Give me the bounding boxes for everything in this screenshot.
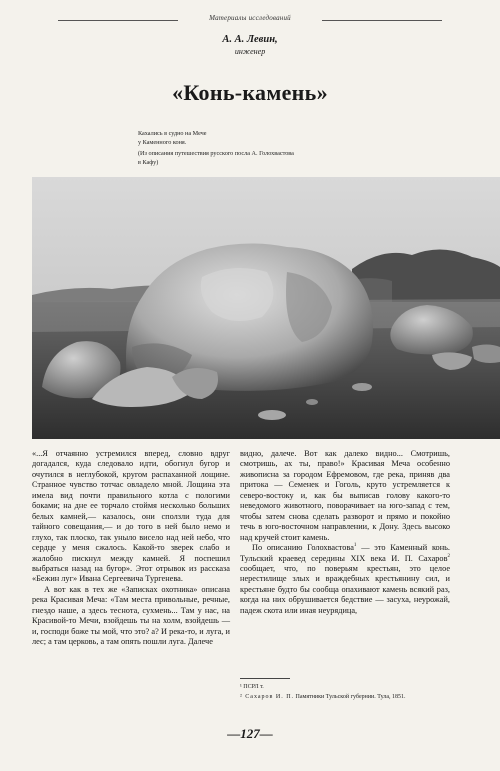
footnote-rule [240,678,290,679]
body-text: сообщает, что, по поверьям крестьян, это целое нерестилище злых и враждебных крестьянину сил, и крестьяне будто бы сообща опахивают камень всякий раз, когда на них обрушивается бедствие — засуха, неурожай, падеж скота или иная неурядица, [240,563,450,615]
footnote-ref-2[interactable]: 2 [447,553,450,559]
author-name: А. А. Левин, [222,34,278,45]
epigraph-line: у Каменного коня. [138,138,187,146]
header-rule-right [322,20,442,21]
footnote-2 [240,693,450,701]
footnotes [240,683,450,703]
body-text: По описанию Голохвастова [252,543,354,553]
body-paragraph: видно, далече. Вот как далеко видно... Смотришь, смотришь, ах ты, право!» Красивая Меча особенно живописна за городом Ефремовом, где река, приняв два притока — Семенек и Гоголь, круто устремляется к северо-востоку и, как бы выписав голову какого-то неведомого животного, поворачивает на юго-запад с тем, чтобы затем снова сделать разворот и прямо и покойно течь в юго-восточном направлении, к Дону. Здесь высоко над кручей стоит камень. [240,449,450,542]
body-paragraph: А вот как в тех же «Записках охотника» описана река Красивая Меча: «Там места привольные, речные, гнездо наше, а здесь теснота, сухмень... Там у нас, на Красивой-то Мечи, взойдешь ты на холм, взойдешь — и, господи боже ты мой, что это? а? И река-то, и луга, и лес; а там церковь, а там опять пошли луга. Далече [32,584,230,647]
epigraph-source-line: в Кафу) [138,158,159,166]
epigraph-source-line: (Из описания путешествия русского посла А. Голохвастова [138,150,294,158]
page-number: —127— [227,726,273,741]
running-header [58,14,442,26]
footnote-2-author: ² Сахаров И. П. [240,694,295,700]
epigraph-line: Кахались в судно на Мече [138,130,207,137]
footnote-ref-1[interactable]: 1 [353,543,357,549]
footnote-2-text: Памятники Тульской губернии. Тула, 1851. [294,694,406,700]
epigraph [138,130,378,167]
body-text: — это Каменный конь. Тульский краевед середины XIX века И. П. Сахаров [240,543,451,563]
boulder-photo-image [32,177,500,439]
section-label: Материалы исследований [209,14,291,22]
author-role: инженер [234,47,266,56]
article-title: «Конь-камень» [172,80,328,105]
text-column-right [240,449,450,616]
body-paragraph [240,543,450,616]
body-paragraph: «...Я отчаянно устремился вперед, словно вдруг догадался, куда следовало идти, обогнул бугор и очутился в неглубокой, кругом распаханной лощине. Странное чувство тотчас овладело мной. Лощина эта имела вид почти правильного котла с пологими боками; на дне ее торчало стоймя несколько больших белых камней,— казалось, они сползли туда для тайного совещания,— и до того в ней было немо и глухо, так плоско, так уныло висело над ней небо, что сердце у меня сжалось. Какой-то зверек слабо и жалобно пискнул между камней. Я поспешил выбраться назад на бугор». Этот отрывок из рассказа «Бежин луг» Ивана Сергеевича Тургенева. [32,449,230,584]
footnote-1: ¹ ПСРЛ т. [240,684,264,690]
text-column-left [32,449,230,648]
boulder-photo [32,177,500,439]
